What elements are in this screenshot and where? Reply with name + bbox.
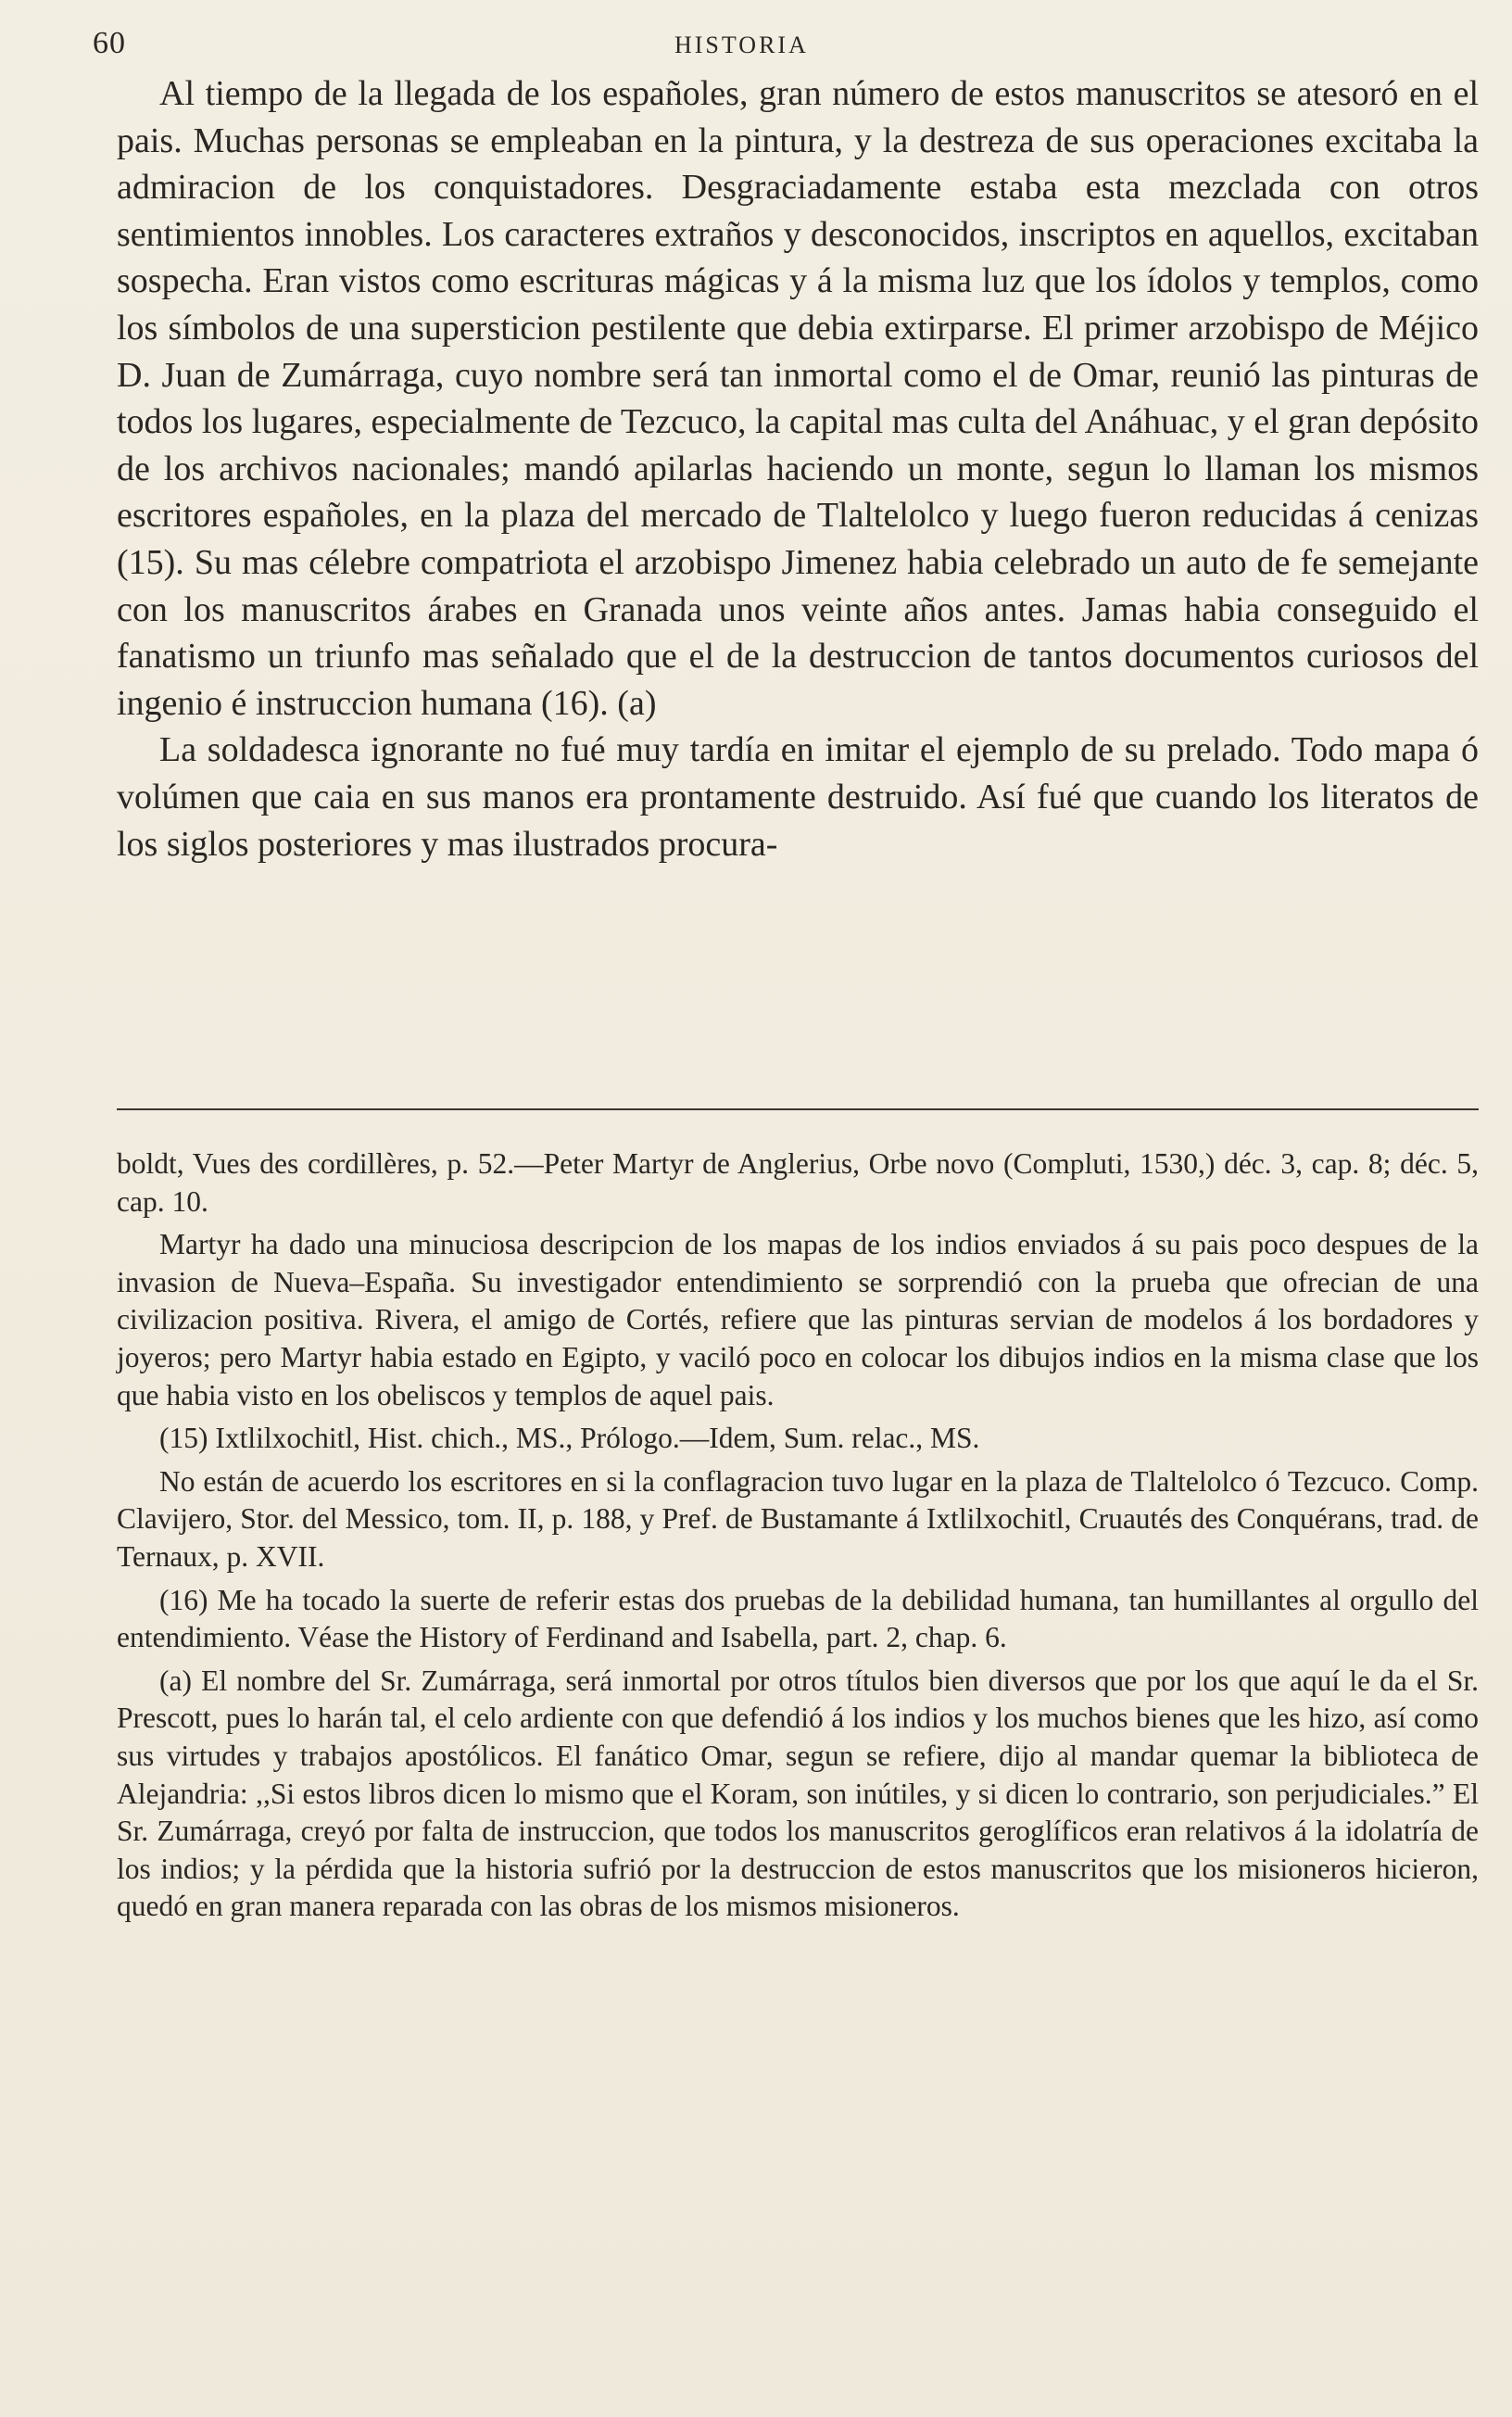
page-number: 60 [93,26,126,60]
main-text [117,70,1479,867]
running-head: HISTORIA [674,32,809,58]
footnote: (15) Ixtlilxochitl, Hist. chich., MS., Prólogo.—Idem, Sum. relac., MS. [159,1422,980,1455]
footnote: (a) El nombre del Sr. Zumárraga, será inmortal por otros títulos bien diversos que por los que aquí le da el Sr. Prescott, pues lo harán tal, el celo ardiente con que defendió á los indios y los muchos bienes que les hizo, así como sus virtudes y trabajos apostólicos. El fanático Omar, segun se refiere, dijo al mandar quemar la biblioteca de Alejandria: ,,Si estos libros dicen lo mismo que el Koram, son inútiles, y si dicen lo contrario, son perjudiciales.” El Sr. Zumárraga, creyó por falta de instruccion, que todos los manuscritos geroglíficos eran relativos á la idolatría de los indios; y la pérdida que la historia sufrió por la destruccion de estos manuscritos que los misioneros hicieron, quedó en gran manera reparada con las obras de los mismos misioneros. [117,1664,1479,1923]
main-paragraph: Al tiempo de la llegada de los españoles, gran número de estos manuscritos se atesoró en el pais. Muchas personas se empleaban en la pintura, y la destreza de sus operaciones excitaba la admiracion de los conquistadores. Desgraciadamente estaba esta mezclada con otros sentimientos innobles. Los caracteres extraños y desconocidos, inscriptos en aquellos, excitaban sospecha. Eran vistos como escrituras mágicas y á la misma luz que los ídolos y templos, como los símbolos de una supersticion pestilente que debia extirparse. El primer arzobispo de Méjico D. Juan de Zumárraga, cuyo nombre será tan inmortal como el de Omar, reunió las pinturas de todos los lugares, especialmente de Tezcuco, la capital mas culta del Anáhuac, y el gran depósito de los archivos nacionales; mandó apilarlas haciendo un monte, segun lo llaman los mismos escritores españoles, en la plaza del mercado de Tlaltelolco y luego fueron reducidas á cenizas (15). Su mas célebre compatriota el arzobispo Jimenez habia celebrado un auto de fe semejante con los manuscritos árabes en Granada unos veinte años antes. Jamas habia conseguido el fanatismo un triunfo mas señalado que el de la destruccion de tantos documentos curiosos del ingenio é instruccion humana (16). (a) [117,74,1479,723]
main-paragraph: La soldadesca ignorante no fué muy tardía en imitar el ejemplo de su prelado. Todo mapa ó volúmen que caia en sus manos era prontamente destruido. Así fué que cuando los literatos de los siglos posteriores y mas ilustrados procura- [117,730,1479,864]
footnote: (16) Me ha tocado la suerte de referir estas dos pruebas de la debilidad humana, tan humillantes al orgullo del entendimiento. Véase the History of Ferdinand and Isabella, part. 2, chap. 6. [117,1583,1479,1654]
footnote: Martyr ha dado una minuciosa descripcion de los mapas de los indios enviados á su pais poco despues de la invasion de Nueva–España. Su investigador entendimiento se sorprendió con la prueba que ofrecian de una civilizacion positiva. Rivera, el amigo de Cortés, refiere que las pinturas servian de modelos á los bordadores y joyeros; pero Martyr habia estado en Egipto, y vaciló poco en colocar los dibujos indios en la misma clase que los que habia visto en los obeliscos y templos de aquel pais. [117,1228,1479,1411]
footnotes [117,1145,1479,1931]
page-header [93,26,1464,74]
footnote: boldt, Vues des cordillères, p. 52.—Peter Martyr de Anglerius, Orbe novo (Compluti, 1530,) déc. 3, cap. 8; déc. 5, cap. 10. [117,1147,1479,1218]
footnote: No están de acuerdo los escritores en si la conflagracion tuvo lugar en la plaza de Tlaltelolco ó Tezcuco. Comp. Clavijero, Stor. del Messico, tom. II, p. 188, y Pref. de Bustamante á Ixtlilxochitl, Cruautés des Conquérans, trad. de Ternaux, p. XVII. [117,1464,1479,1573]
footnote-separator [117,1108,1479,1110]
